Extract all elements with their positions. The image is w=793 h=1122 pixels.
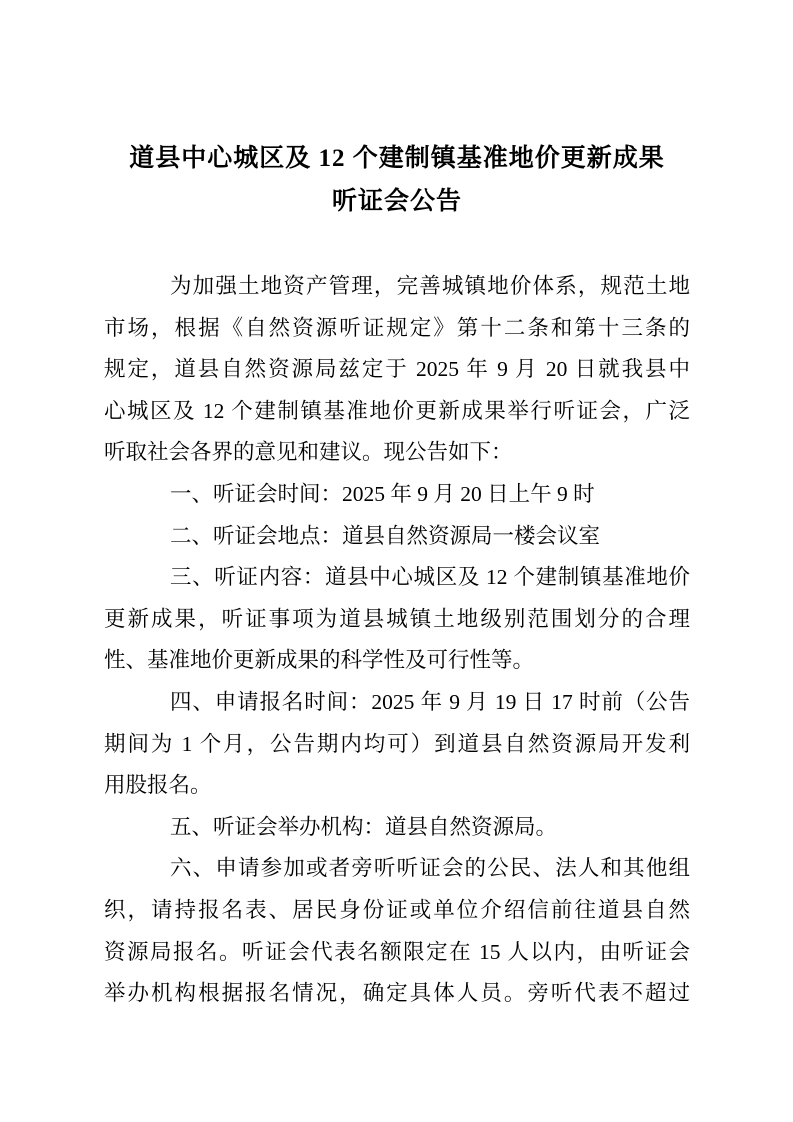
body-line: 二、听证会地点：道县自然资源局一楼会议室 bbox=[170, 523, 601, 548]
title-line-1: 道县中心城区及 12 个建制镇基准地价更新成果 bbox=[129, 145, 665, 172]
body-line: 心城区及 12 个建制镇基准地价更新成果举行听证会，广泛 bbox=[104, 398, 690, 423]
body-line: 市场，根据《自然资源听证规定》第十二条和第十三条的 bbox=[104, 315, 690, 340]
body-line: 期间为 1 个月，公告期内均可）到道县自然资源局开发利 bbox=[104, 731, 690, 756]
body-line: 为加强土地资产管理，完善城镇地价体系，规范土地 bbox=[170, 274, 690, 298]
document-title bbox=[104, 0, 690, 223]
body-line: 更新成果，听证事项为道县城镇土地级别范围划分的合理 bbox=[104, 606, 690, 631]
body-line: 规定，道县自然资源局兹定于 2025 年 9 月 20 日就我县中 bbox=[104, 357, 690, 382]
title-line-2: 听证会公告 bbox=[331, 188, 462, 215]
body-line: 听取社会各界的意见和建议。现公告如下： bbox=[104, 440, 513, 465]
body-line: 举办机构根据报名情况，确定具体人员。旁听代表不超过 bbox=[104, 981, 690, 1006]
body-line: 织，请持报名表、居民身份证或单位介绍信前往道县自然 bbox=[104, 897, 690, 922]
body-line: 四、申请报名时间：2025 年 9 月 19 日 17 时前（公告 bbox=[170, 689, 690, 714]
document-body bbox=[104, 266, 690, 1015]
body-line: 五、听证会举办机构：道县自然资源局。 bbox=[170, 814, 558, 839]
body-line: 六、申请参加或者旁听听证会的公民、法人和其他组 bbox=[170, 856, 690, 881]
body-line: 性、基准地价更新成果的科学性及可行性等。 bbox=[104, 648, 535, 673]
body-line: 一、听证会时间：2025 年 9 月 20 日上午 9 时 bbox=[170, 481, 595, 506]
body-line: 资源局报名。听证会代表名额限定在 15 人以内，由听证会 bbox=[104, 939, 690, 964]
body-line: 三、听证内容：道县中心城区及 12 个建制镇基准地价 bbox=[170, 565, 690, 590]
body-line: 用股报名。 bbox=[104, 773, 212, 798]
